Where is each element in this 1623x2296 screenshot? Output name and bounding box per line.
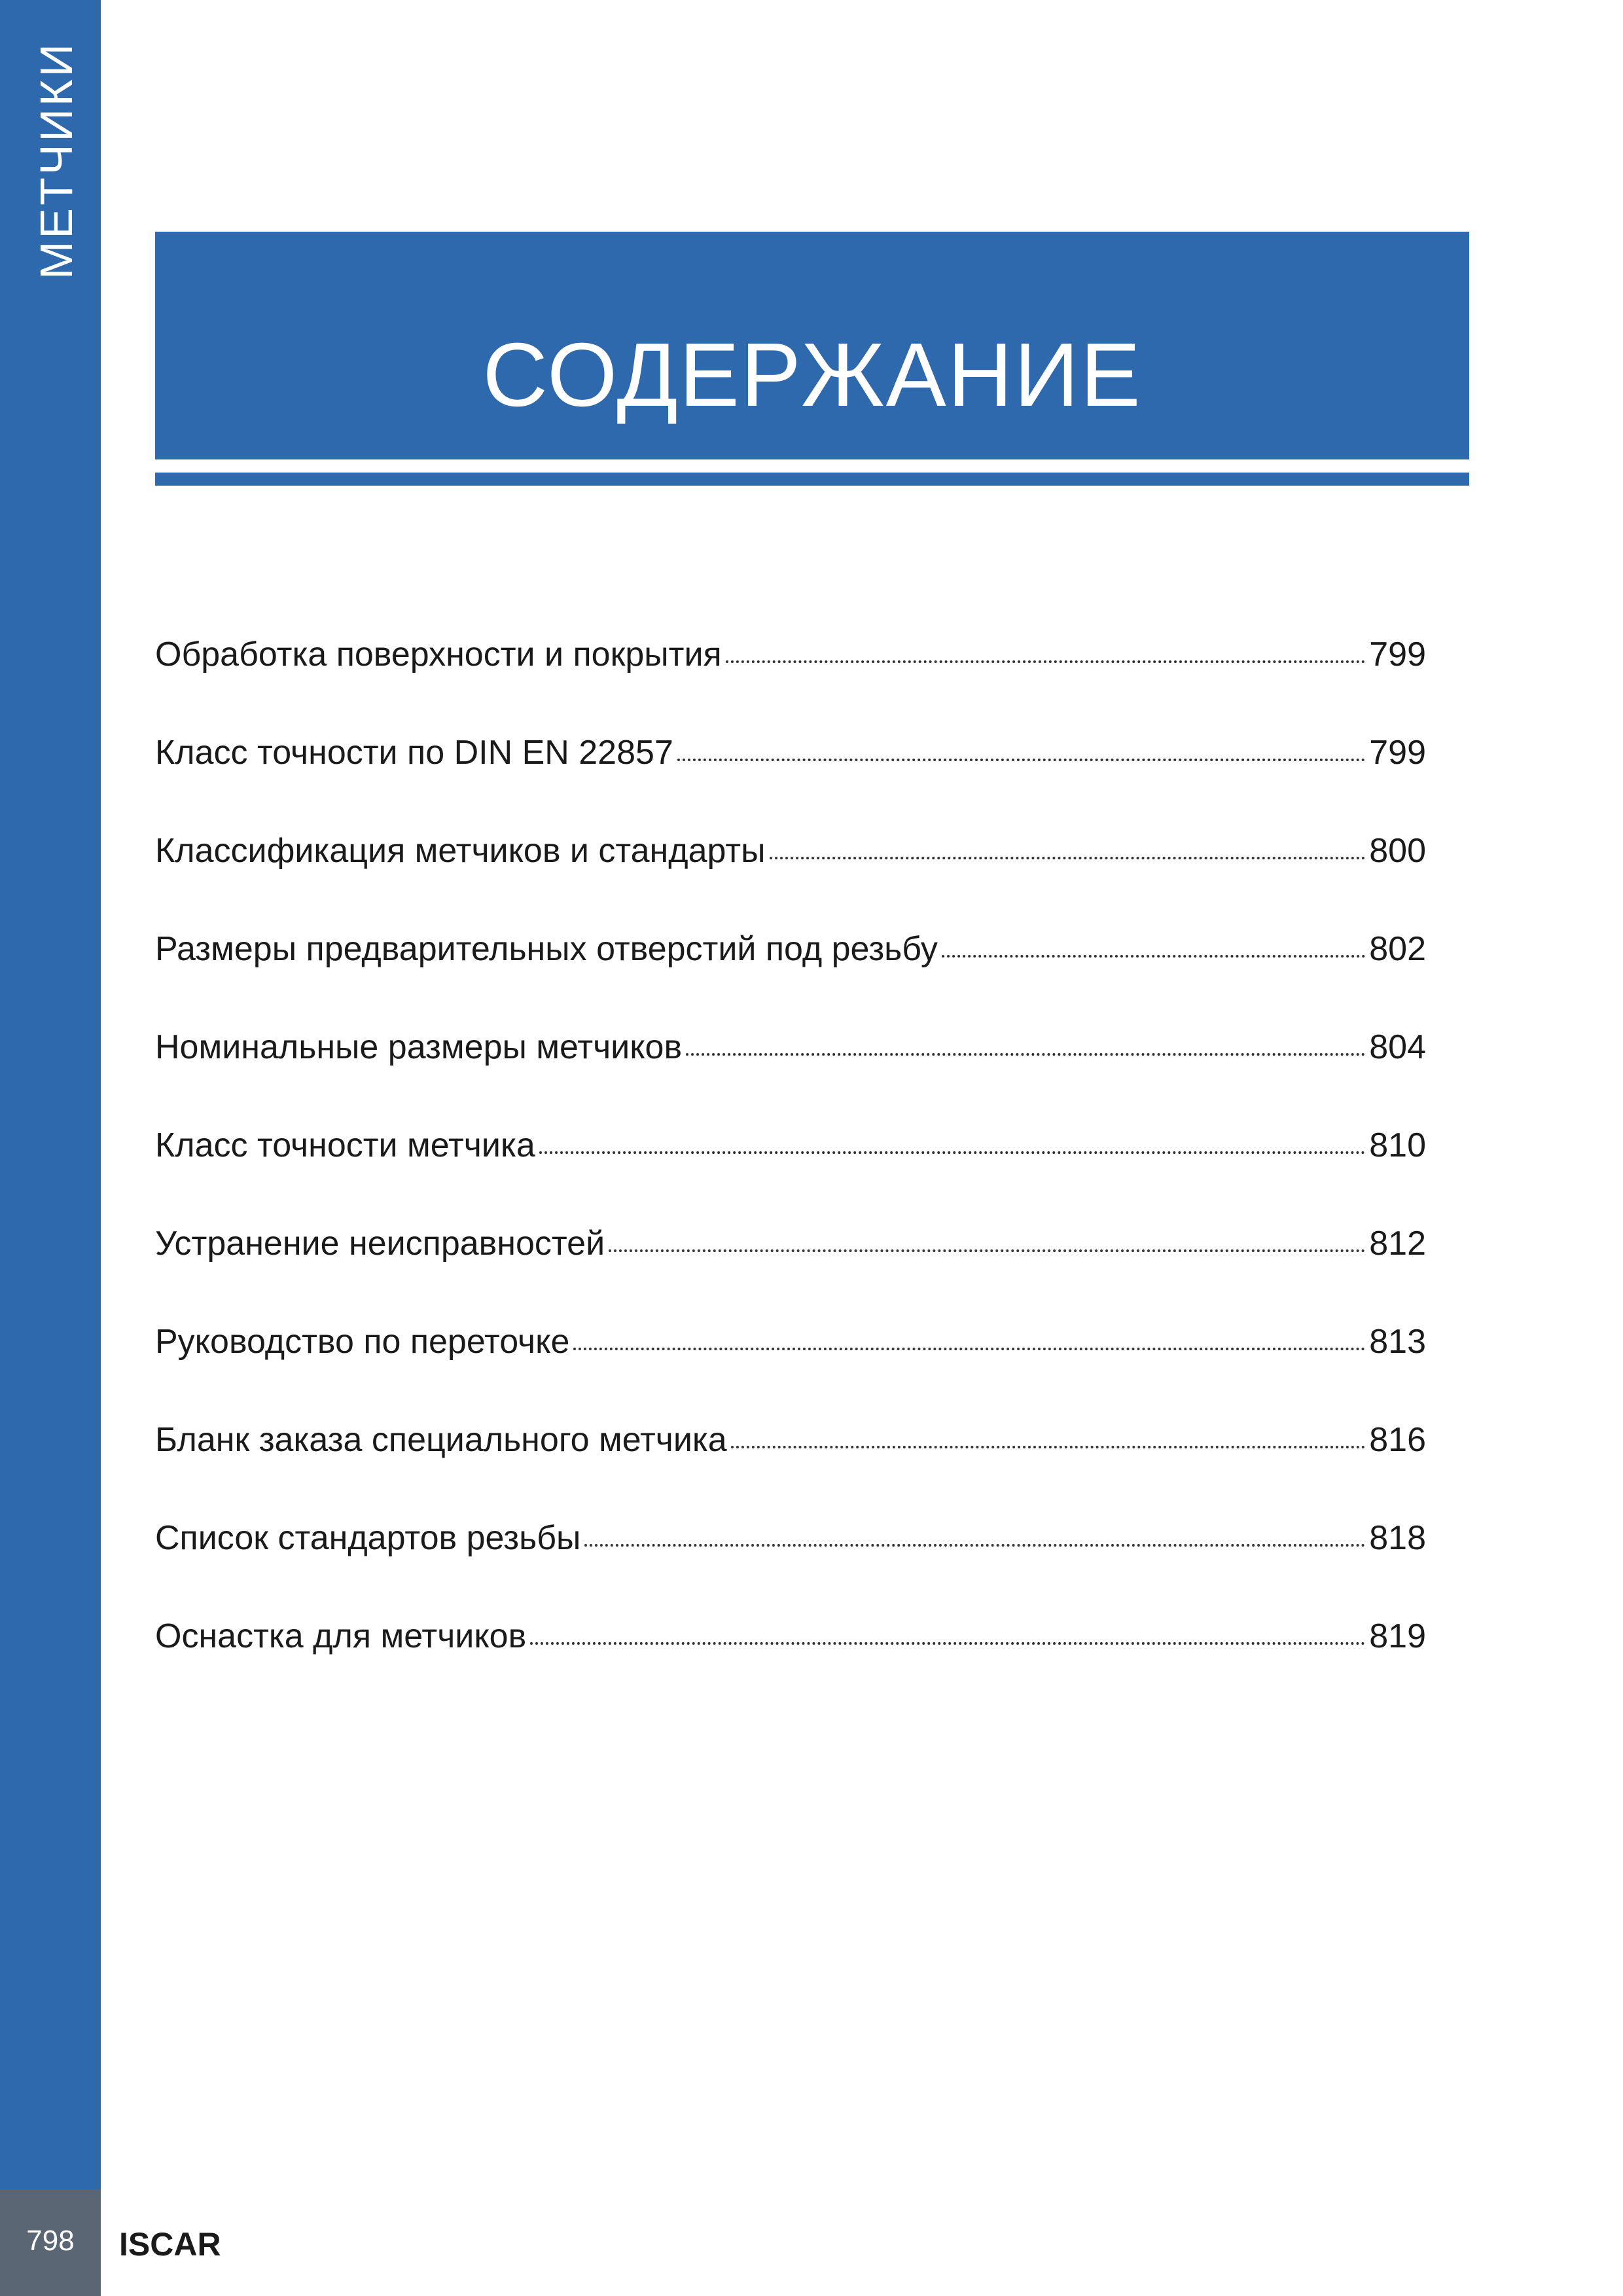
toc-entry[interactable] [155, 1420, 1426, 1518]
page-title: СОДЕРЖАНИЕ [482, 324, 1142, 425]
toc-entry[interactable] [155, 1518, 1426, 1617]
toc-leader-dots [573, 1348, 1365, 1350]
toc-leader-dots [726, 660, 1366, 663]
toc-entry[interactable] [155, 635, 1426, 733]
toc-entry-title: Класс точности по DIN EN 22857 [155, 734, 673, 772]
toc-entry[interactable] [155, 929, 1426, 1028]
toc-leader-dots [539, 1151, 1365, 1154]
toc-entry-page: 813 [1369, 1323, 1426, 1361]
toc-leader-dots [609, 1249, 1365, 1252]
toc-entry[interactable] [155, 1322, 1426, 1420]
toc-entry-page: 816 [1369, 1421, 1426, 1459]
toc-entry[interactable] [155, 1617, 1426, 1715]
toc-entry-page: 799 [1369, 734, 1426, 772]
toc-entry-title: Размеры предварительных отверстий под резьбу [155, 930, 938, 968]
page-number-box [0, 2189, 101, 2296]
page-number: 798 [26, 2225, 75, 2257]
toc-entry[interactable] [155, 1126, 1426, 1224]
toc-entry-page: 819 [1369, 1617, 1426, 1655]
toc-entry-title: Номинальные размеры метчиков [155, 1028, 683, 1066]
toc-entry-page: 800 [1369, 832, 1426, 870]
header-rule [155, 473, 1469, 486]
toc-leader-dots [686, 1053, 1365, 1056]
side-bar [0, 0, 101, 2189]
section-label: МЕТЧИКИ [31, 41, 82, 279]
toc-entry[interactable] [155, 733, 1426, 831]
toc-leader-dots [584, 1544, 1365, 1547]
toc-entry[interactable] [155, 1224, 1426, 1322]
header-banner [155, 232, 1469, 459]
toc-entry[interactable] [155, 831, 1426, 929]
toc-entry-title: Классификация метчиков и стандарты [155, 832, 766, 870]
toc-entry-title: Устранение неисправностей [155, 1225, 605, 1263]
toc-leader-dots [942, 955, 1365, 958]
toc-entry-title: Бланк заказа специального метчика [155, 1421, 727, 1459]
toc-entry-page: 804 [1369, 1028, 1426, 1066]
toc-entry-title: Руководство по переточке [155, 1323, 570, 1361]
toc-entry[interactable] [155, 1028, 1426, 1126]
toc-leader-dots [530, 1642, 1365, 1645]
toc-leader-dots [731, 1446, 1366, 1448]
toc-entry-page: 810 [1369, 1126, 1426, 1164]
table-of-contents [155, 635, 1426, 1715]
toc-entry-title: Класс точности метчика [155, 1126, 535, 1164]
toc-entry-title: Оснастка для метчиков [155, 1617, 527, 1655]
brand-name: ISCAR [119, 2226, 221, 2263]
toc-entry-title: Обработка поверхности и покрытия [155, 636, 722, 673]
toc-leader-dots [770, 857, 1366, 859]
toc-leader-dots [677, 759, 1365, 761]
toc-entry-page: 812 [1369, 1225, 1426, 1263]
toc-entry-page: 799 [1369, 636, 1426, 673]
toc-entry-title: Список стандартов резьбы [155, 1519, 581, 1557]
toc-entry-page: 818 [1369, 1519, 1426, 1557]
toc-entry-page: 802 [1369, 930, 1426, 968]
